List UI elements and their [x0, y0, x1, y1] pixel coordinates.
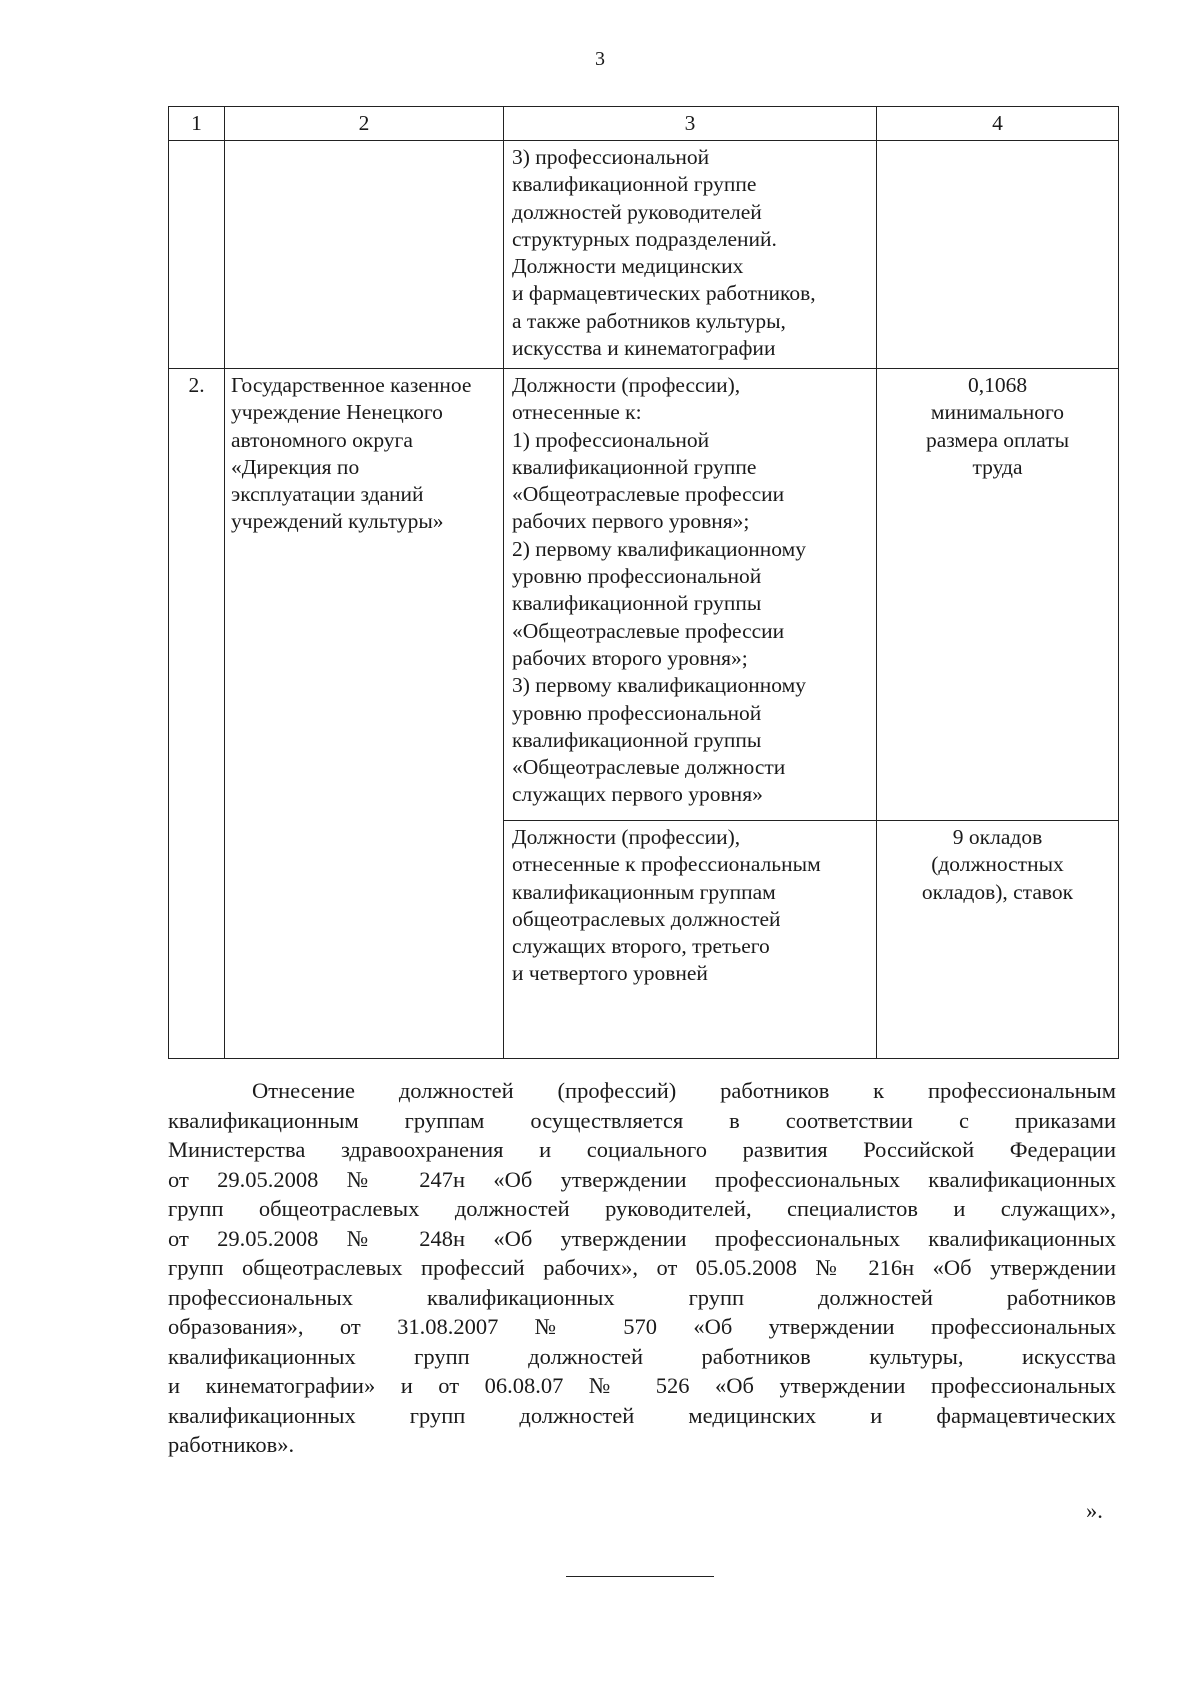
cell-line: минимального: [930, 400, 1065, 425]
institution-cell: [225, 141, 504, 369]
salary-table: [168, 106, 1119, 1059]
cell-line: отнесенные к профессиональным: [512, 852, 821, 877]
table-row: [169, 141, 1119, 369]
paragraph-line: от 29.05.2008 № 247н «Об утверждении профессиональных квалификационных: [168, 1166, 1116, 1192]
header-cell-1: 1: [169, 107, 225, 141]
cell-line: квалификационным группам: [512, 879, 776, 904]
header-cell-3: 3: [504, 107, 877, 141]
cell-line: Должности медицинских: [512, 254, 744, 279]
cell-line: отнесенные к:: [512, 400, 642, 425]
row-number-cell: [169, 141, 225, 369]
paragraph-line: квалификационным группам осуществляется в соответствии с приказами: [168, 1107, 1116, 1133]
page-number: 3: [595, 48, 605, 70]
paragraph-line: групп общеотраслевых должностей руководителей, специалистов и служащих»,: [168, 1196, 1116, 1221]
cell-line: Государственное казенное: [231, 373, 472, 397]
paragraph-line: образования», от 31.08.2007 № 570 «Об утверждении профессиональных: [168, 1314, 1116, 1339]
cell-line: эксплуатации зданий: [231, 482, 424, 507]
rate-cell: [877, 369, 1119, 821]
cell-line: квалификационной группы: [512, 727, 762, 752]
paragraph-line: Отнесение должностей (профессий) работников к профессиональным: [252, 1078, 1116, 1103]
cell-line: уровню профессиональной: [512, 564, 762, 589]
cell-line: служащих первого уровня»: [512, 782, 763, 807]
cell-line: 2) первому квалификационному: [512, 536, 807, 561]
cell-line: рабочих первого уровня»;: [512, 509, 750, 534]
paragraph-line: квалификационных групп должностей работников культуры, искусства: [168, 1343, 1116, 1369]
cell-line: учреждений культуры»: [231, 509, 444, 534]
cell-line: 1) профессиональной: [512, 427, 710, 452]
cell-line: окладов), ставок: [921, 879, 1074, 904]
cell-line: «Общеотраслевые должности: [512, 755, 786, 780]
paragraph-line: Министерства здравоохранения и социального развития Российской Федерации: [168, 1137, 1116, 1162]
cell-line: Должности (профессии),: [512, 373, 741, 397]
header-cell-4: 4: [877, 107, 1119, 141]
cell-line: квалификационной группе: [512, 454, 757, 479]
institution-cell: [225, 369, 504, 1059]
cell-line: рабочих второго уровня»;: [512, 645, 748, 670]
cell-line: «Общеотраслевые профессии: [512, 482, 785, 507]
cell-line: должностей руководителей: [512, 199, 762, 224]
cell-line: уровню профессиональной: [512, 700, 762, 725]
professions-cell: [504, 141, 877, 369]
cell-line: «Дирекция по: [231, 454, 360, 479]
cell-line: искусства и кинематографии: [512, 336, 776, 361]
paragraph-line: профессиональных квалификационных групп должностей работников: [168, 1284, 1116, 1310]
cell-line: служащих второго, третьего: [512, 934, 770, 959]
cell-line: квалификационной группе: [512, 172, 757, 197]
cell-line: и фармацевтических работников,: [512, 281, 816, 306]
cell-line: учреждение Ненецкого: [231, 400, 443, 425]
header-cell-2: 2: [225, 107, 504, 141]
cell-line: квалификационной группы: [512, 591, 762, 616]
cell-line: 3) профессиональной: [512, 145, 710, 169]
cell-line: Должности (профессии),: [512, 825, 741, 849]
cell-line: автономного округа: [231, 427, 413, 452]
cell-line: «Общеотраслевые профессии: [512, 618, 785, 643]
cell-line: 0,1068: [967, 373, 1028, 397]
professions-cell: [504, 821, 877, 1059]
cell-line: 9 окладов: [952, 825, 1043, 849]
paragraph-line: квалификационных групп должностей медицинских и фармацевтических: [168, 1402, 1116, 1428]
cell-line: структурных подразделений.: [512, 226, 777, 251]
end-rule: [566, 1576, 714, 1577]
paragraph-line: от 29.05.2008 № 248н «Об утверждении профессиональных квалификационных: [168, 1225, 1116, 1251]
cell-line: общеотраслевых должностей: [512, 906, 781, 931]
table-header-row: [169, 107, 1119, 141]
cell-line: а также работников культуры,: [512, 308, 786, 333]
paragraph-line: и кинематографии» и от 06.08.07 № 526 «Об утверждении профессиональных: [168, 1373, 1116, 1398]
body-paragraph: [168, 1076, 1116, 1460]
cell-line: 3) первому квалификационному: [512, 673, 807, 698]
rate-cell: [877, 821, 1119, 1059]
row-number-cell: 2.: [169, 369, 225, 1059]
rate-cell: [877, 141, 1119, 369]
paragraph-line: работников».: [168, 1432, 295, 1457]
cell-line: труда: [972, 454, 1023, 479]
closing-quote: ».: [1086, 1498, 1103, 1523]
professions-cell: [504, 369, 877, 821]
table-row: [169, 369, 1119, 821]
paragraph-line: групп общеотраслевых профессий рабочих», от 05.05.2008 № 216н «Об утверждении: [168, 1255, 1116, 1280]
cell-line: (должностных: [931, 852, 1064, 877]
cell-line: и четвертого уровней: [512, 961, 708, 986]
cell-line: размера оплаты: [925, 427, 1070, 452]
